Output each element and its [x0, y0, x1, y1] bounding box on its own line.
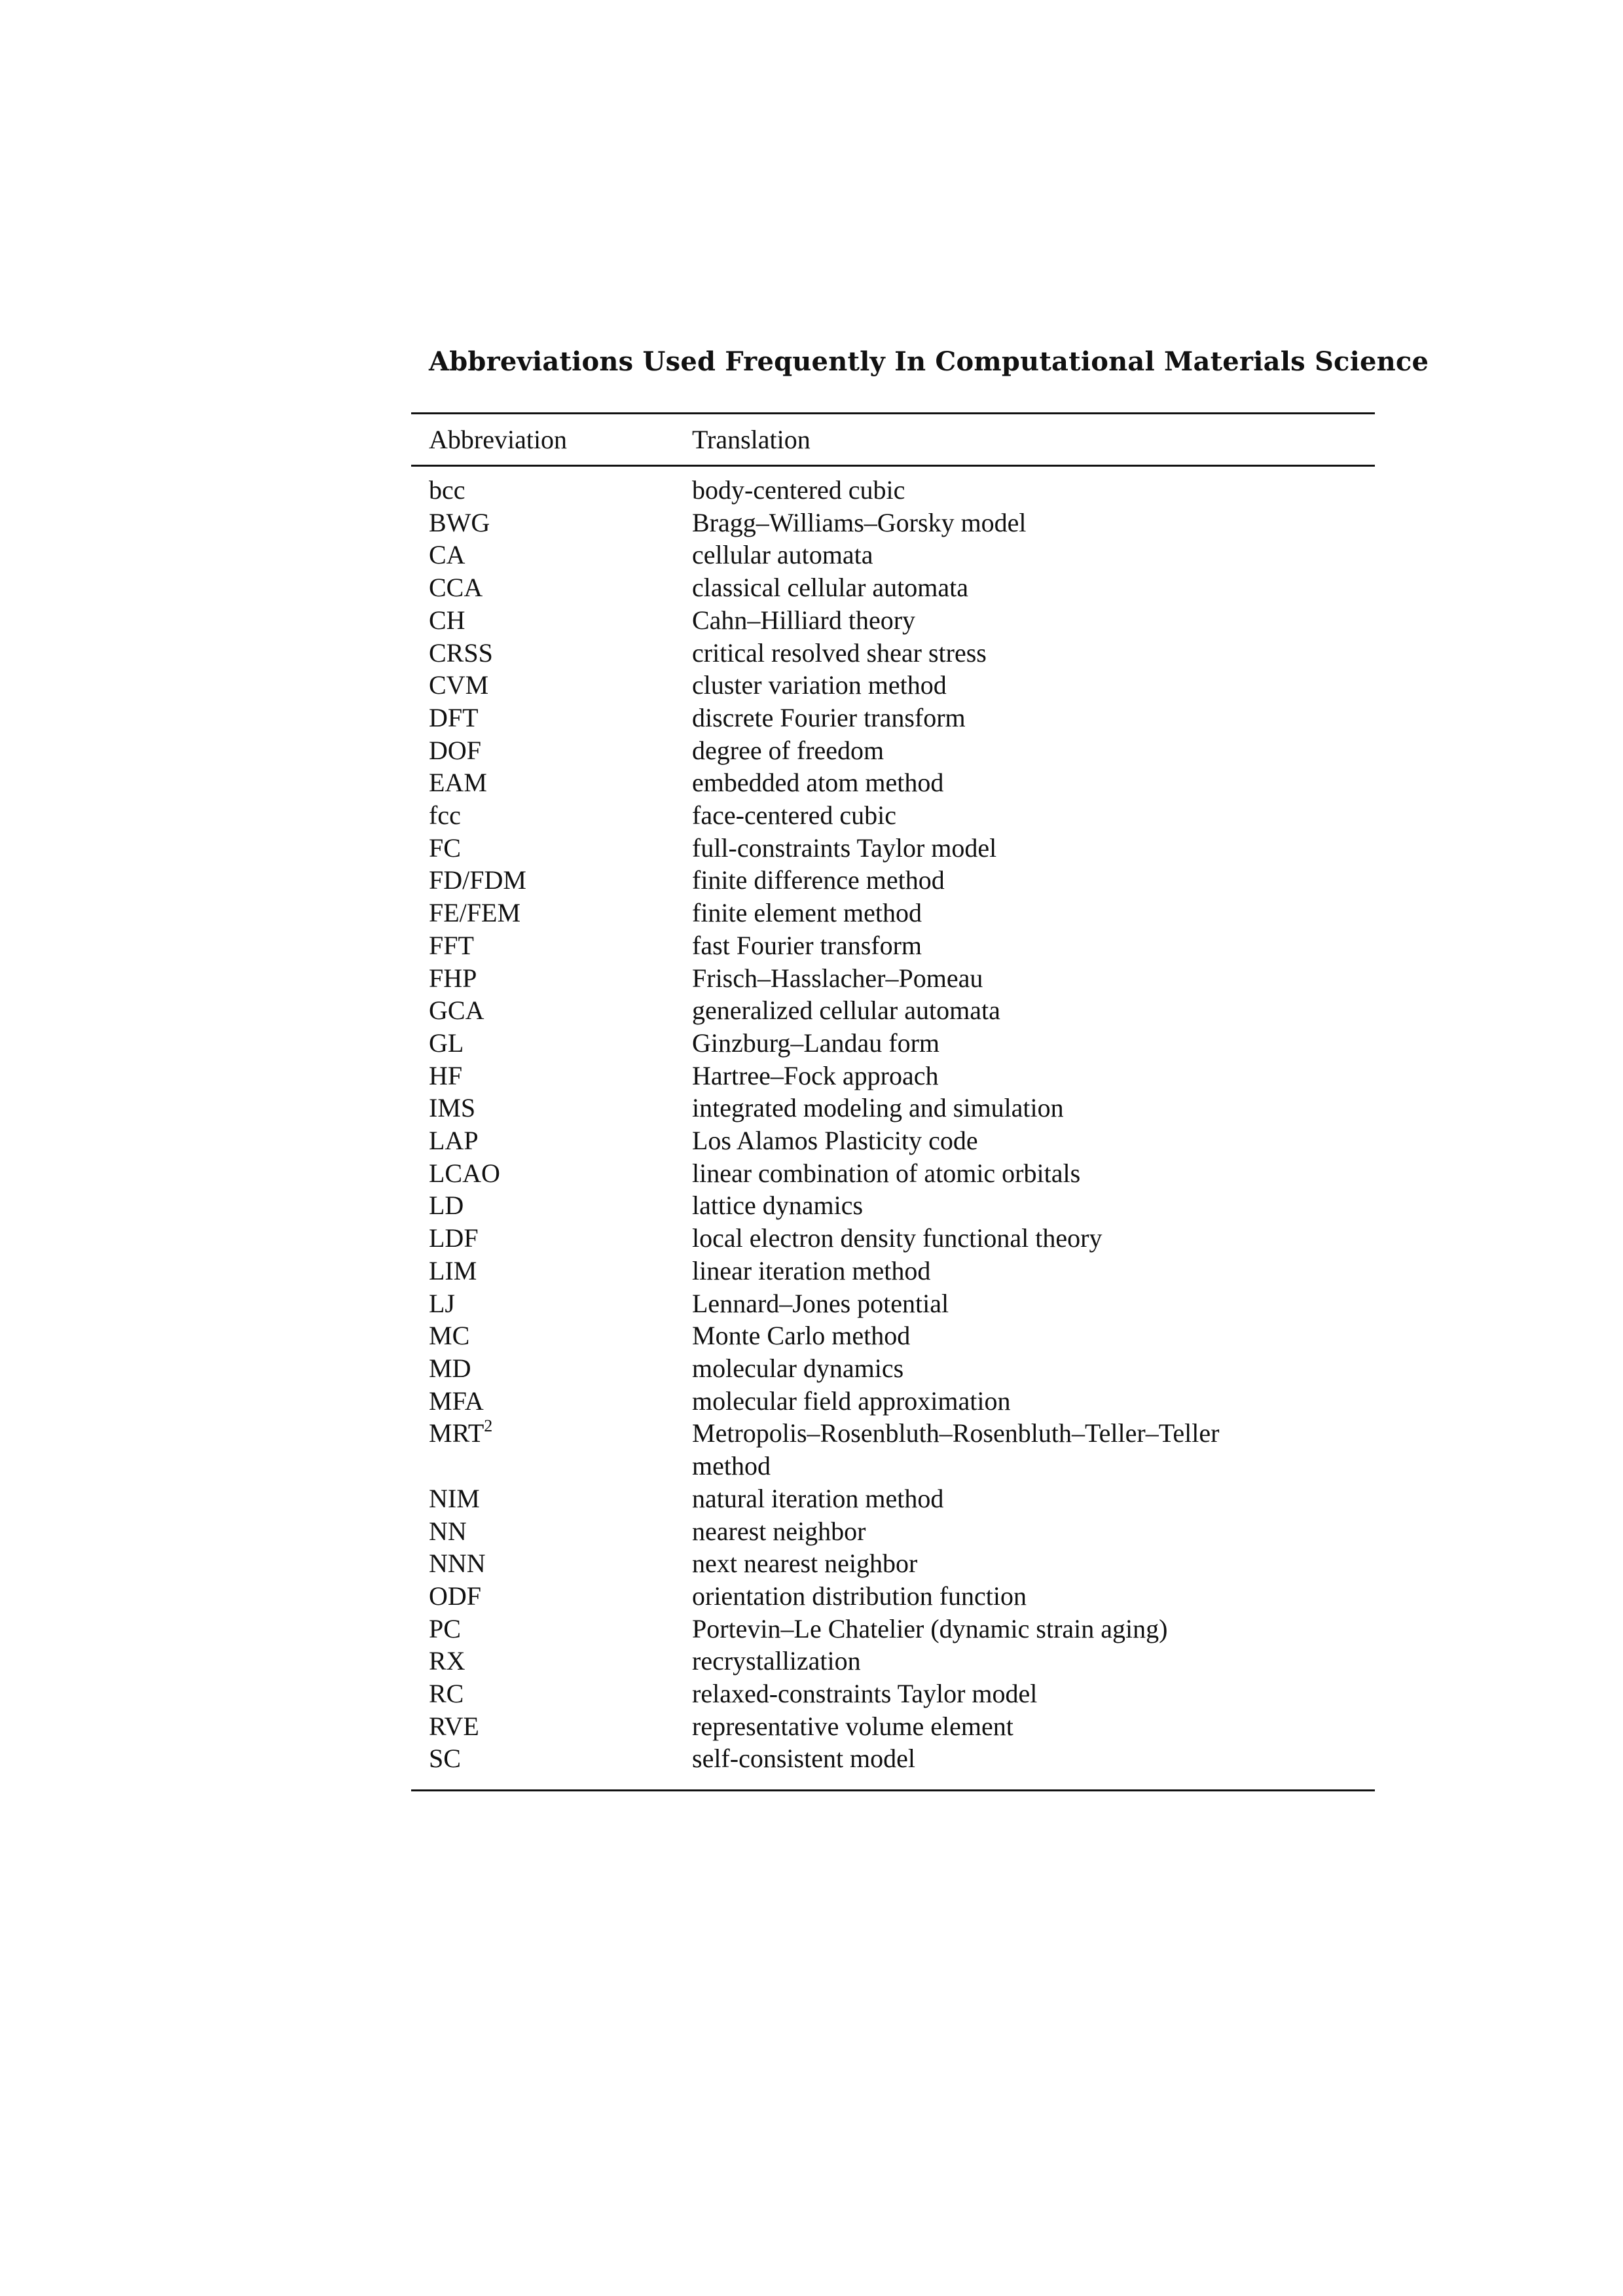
translation-cell: molecular field approximation	[692, 1386, 1011, 1416]
abbreviation-cell	[429, 962, 692, 995]
abbreviation-text: PC	[429, 1613, 461, 1643]
table-bottom-rule	[411, 1789, 1375, 1791]
abbreviation-text: HF	[429, 1060, 463, 1090]
table-row	[429, 929, 1372, 962]
table-header-rule	[411, 465, 1375, 467]
table-row	[429, 766, 1372, 799]
translation-cell: nearest neighbor	[692, 1516, 866, 1546]
table-row	[429, 474, 1372, 507]
table-row	[429, 1124, 1372, 1157]
abbreviation-cell	[429, 1352, 692, 1385]
abbreviation-text: DFT	[429, 702, 479, 732]
abbreviation-cell	[429, 539, 692, 571]
translation-cell: Lennard–Jones potential	[692, 1288, 949, 1318]
abbreviation-text: MD	[429, 1353, 471, 1383]
table-row	[429, 1645, 1372, 1677]
abbreviation-cell	[429, 702, 692, 734]
abbreviation-text: RVE	[429, 1711, 479, 1741]
abbreviation-text: FFT	[429, 930, 474, 960]
abbreviation-text: ODF	[429, 1581, 482, 1611]
translation-cell: discrete Fourier transform	[692, 702, 966, 732]
page-title: Abbreviations Used Frequently In Computational Materials Science	[429, 346, 1429, 377]
translation-cell: degree of freedom	[692, 735, 884, 765]
table-row	[429, 539, 1372, 571]
translation-cell: Los Alamos Plasticity code	[692, 1126, 978, 1156]
abbreviation-cell	[429, 1319, 692, 1352]
abbreviation-cell	[429, 1515, 692, 1548]
translation-cell: Metropolis–Rosenbluth–Rosenbluth–Teller–Teller method	[692, 1418, 1220, 1481]
abbreviation-text: RX	[429, 1646, 465, 1676]
abbreviation-text: FC	[429, 833, 461, 863]
translation-cell: Cahn–Hilliard theory	[692, 605, 916, 635]
abbreviation-cell	[429, 1027, 692, 1060]
abbreviation-text: IMS	[429, 1093, 476, 1123]
abbreviation-text: LCAO	[429, 1158, 500, 1188]
abbreviation-text: LAP	[429, 1126, 479, 1156]
abbreviation-cell	[429, 1677, 692, 1710]
abbreviation-cell	[429, 864, 692, 897]
abbreviation-text: SC	[429, 1744, 461, 1774]
translation-cell: relaxed-constraints Taylor model	[692, 1679, 1038, 1709]
abbreviation-cell	[429, 1385, 692, 1418]
table-row	[429, 1482, 1372, 1515]
table-row	[429, 1157, 1372, 1190]
abbreviation-text: CCA	[429, 573, 483, 603]
abbreviation-cell	[429, 1060, 692, 1092]
table-row	[429, 1580, 1372, 1613]
table-row	[429, 994, 1372, 1027]
abbreviation-superscript: 2	[484, 1416, 493, 1436]
translation-cell: lattice dynamics	[692, 1191, 864, 1221]
abbreviation-cell	[429, 734, 692, 767]
abbreviation-text: CH	[429, 605, 465, 635]
column-header-abbreviation: Abbreviation	[429, 425, 568, 454]
abbreviation-cell	[429, 1092, 692, 1124]
abbreviation-text: NNN	[429, 1549, 486, 1579]
abbreviation-cell	[429, 1645, 692, 1677]
translation-cell: full-constraints Taylor model	[692, 833, 997, 863]
translation-cell: natural iteration method	[692, 1483, 944, 1513]
abbreviation-cell	[429, 669, 692, 702]
abbreviation-text: NN	[429, 1516, 467, 1546]
abbreviation-cell	[429, 1255, 692, 1287]
abbreviation-text: LJ	[429, 1288, 455, 1318]
abbreviation-cell	[429, 1124, 692, 1157]
abbreviation-text: CVM	[429, 670, 489, 700]
table-row	[429, 1092, 1372, 1124]
table-row	[429, 832, 1372, 865]
abbreviation-text: LD	[429, 1191, 464, 1221]
abbreviation-cell	[429, 507, 692, 539]
table-row	[429, 1417, 1372, 1482]
table-top-rule	[411, 412, 1375, 414]
translation-cell: Frisch–Hasslacher–Pomeau	[692, 963, 983, 993]
translation-cell: recrystallization	[692, 1646, 861, 1676]
translation-cell: classical cellular automata	[692, 573, 969, 603]
translation-cell: molecular dynamics	[692, 1353, 904, 1383]
translation-cell: local electron density functional theory	[692, 1223, 1103, 1253]
translation-cell: self-consistent model	[692, 1744, 916, 1774]
translation-cell: Ginzburg–Landau form	[692, 1028, 940, 1058]
table-row	[429, 1027, 1372, 1060]
translation-cell: fast Fourier transform	[692, 930, 922, 960]
translation-cell: face-centered cubic	[692, 800, 896, 831]
abbreviation-text: RC	[429, 1679, 464, 1709]
column-header-translation: Translation	[692, 425, 811, 454]
table-row	[429, 1287, 1372, 1320]
abbreviation-text: FD/FDM	[429, 865, 526, 895]
translation-cell: integrated modeling and simulation	[692, 1093, 1064, 1123]
table-row	[429, 702, 1372, 734]
abbreviation-text: bcc	[429, 475, 465, 505]
abbreviation-cell	[429, 637, 692, 670]
abbreviation-cell	[429, 604, 692, 637]
abbreviation-text: FHP	[429, 963, 477, 993]
table-row	[429, 1352, 1372, 1385]
abbreviation-cell	[429, 1613, 692, 1645]
table-row	[429, 734, 1372, 767]
table-row	[429, 1613, 1372, 1645]
table-row	[429, 864, 1372, 897]
abbreviation-text: CRSS	[429, 637, 493, 668]
abbreviation-table-body	[429, 474, 1372, 1775]
translation-cell: linear iteration method	[692, 1255, 931, 1285]
abbreviation-cell	[429, 1482, 692, 1515]
translation-cell: embedded atom method	[692, 768, 944, 798]
translation-cell: representative volume element	[692, 1711, 1013, 1741]
abbreviation-cell	[429, 1287, 692, 1320]
abbreviation-text: MFA	[429, 1386, 484, 1416]
abbreviation-cell	[429, 929, 692, 962]
translation-cell: cluster variation method	[692, 670, 947, 700]
table-row	[429, 1222, 1372, 1255]
abbreviation-text: EAM	[429, 768, 487, 798]
abbreviation-cell	[429, 1710, 692, 1743]
table-row	[429, 1385, 1372, 1418]
translation-cell: Hartree–Fock approach	[692, 1060, 939, 1090]
table-row	[429, 962, 1372, 995]
abbreviation-text: LIM	[429, 1255, 477, 1285]
table-row	[429, 1060, 1372, 1092]
table-row	[429, 1515, 1372, 1548]
translation-cell: next nearest neighbor	[692, 1549, 918, 1579]
abbreviation-text: FE/FEM	[429, 898, 521, 928]
abbreviation-cell	[429, 1417, 692, 1450]
table-row	[429, 1189, 1372, 1222]
abbreviation-cell	[429, 1157, 692, 1190]
abbreviation-cell	[429, 1189, 692, 1222]
abbreviation-text: CA	[429, 540, 465, 570]
table-row	[429, 897, 1372, 929]
table-row	[429, 669, 1372, 702]
abbreviation-cell	[429, 571, 692, 604]
table-row	[429, 1710, 1372, 1743]
table-row	[429, 1319, 1372, 1352]
table-row	[429, 604, 1372, 637]
abbreviation-cell	[429, 799, 692, 832]
table-row	[429, 1547, 1372, 1580]
translation-cell: generalized cellular automata	[692, 996, 1000, 1026]
table-row	[429, 1677, 1372, 1710]
translation-cell: Monte Carlo method	[692, 1321, 911, 1351]
abbreviation-text: GL	[429, 1028, 464, 1058]
table-row	[429, 1255, 1372, 1287]
abbreviation-text: fcc	[429, 800, 461, 831]
translation-cell: Portevin–Le Chatelier (dynamic strain aging)	[692, 1613, 1168, 1643]
translation-cell: critical resolved shear stress	[692, 637, 987, 668]
abbreviation-cell	[429, 1222, 692, 1255]
table-row	[429, 799, 1372, 832]
translation-cell: body-centered cubic	[692, 475, 905, 505]
abbreviation-cell	[429, 994, 692, 1027]
abbreviation-text: DOF	[429, 735, 482, 765]
translation-cell: linear combination of atomic orbitals	[692, 1158, 1081, 1188]
table-row	[429, 1742, 1372, 1775]
abbreviation-text: MRT	[429, 1418, 484, 1448]
translation-cell: orientation distribution function	[692, 1581, 1027, 1611]
translation-cell: finite difference method	[692, 865, 945, 895]
abbreviation-cell	[429, 1742, 692, 1775]
abbreviation-text: BWG	[429, 507, 490, 537]
table-row	[429, 571, 1372, 604]
abbreviation-text: LDF	[429, 1223, 479, 1253]
abbreviation-cell	[429, 474, 692, 507]
abbreviation-cell	[429, 766, 692, 799]
abbreviation-text: MC	[429, 1321, 470, 1351]
table-row	[429, 637, 1372, 670]
abbreviation-cell	[429, 897, 692, 929]
abbreviation-text: GCA	[429, 996, 484, 1026]
abbreviation-cell	[429, 1547, 692, 1580]
abbreviation-text: NIM	[429, 1483, 480, 1513]
abbreviation-cell	[429, 1580, 692, 1613]
table-row	[429, 507, 1372, 539]
abbreviation-cell	[429, 832, 692, 865]
translation-cell: Bragg–Williams–Gorsky model	[692, 507, 1027, 537]
translation-cell: finite element method	[692, 898, 922, 928]
translation-cell: cellular automata	[692, 540, 873, 570]
